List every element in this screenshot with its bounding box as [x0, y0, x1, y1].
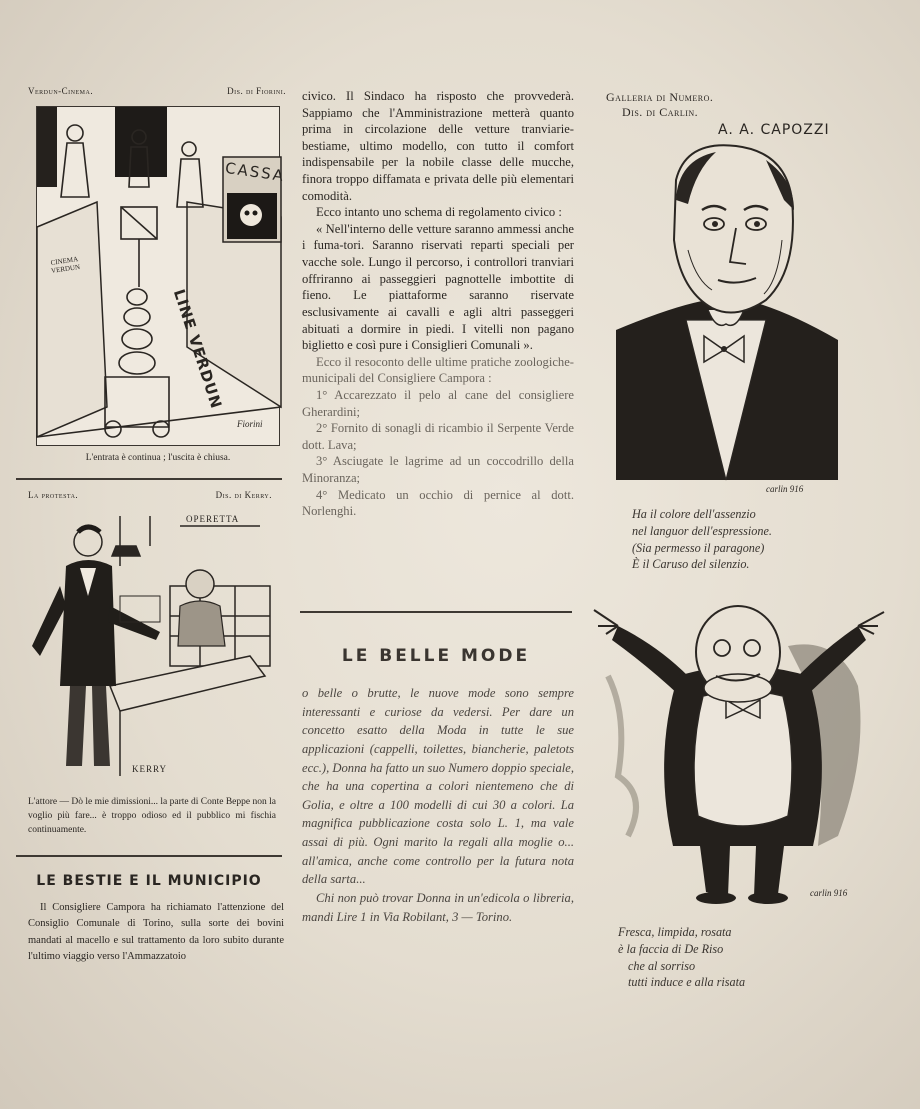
cinema-artist-signature: Fiorini: [237, 419, 263, 429]
capozzi-poem: [632, 506, 852, 573]
article-para-2: Ecco intanto uno schema di regolamento civico :: [316, 205, 562, 220]
gallery-credit: Dis. di Carlin.: [622, 105, 699, 119]
left-rule-1: [16, 478, 282, 480]
de-riso-poem-line-4: tutti induce e alla risata: [628, 975, 746, 990]
capozzi-signature: carlin 916: [766, 484, 804, 494]
capozzi-poem-line-4: È il Caruso del silenzio.: [632, 557, 750, 572]
article-para-4: Ecco il resoconto delle ultime pratiche zoologiche-municipali del Consigliere Campora :: [302, 354, 574, 386]
middle-article: [302, 88, 574, 520]
article-item-3: 3° Asciugate le lagrime ad un coccodrillo della Minoranza;: [302, 454, 574, 486]
belle-mode-para-1: o belle o brutte, le nuove mode sono sempre interessanti e curiose da vedersi. Per dare un concetto esatto della Moda in tutte le sue applicazioni (cappelli, toilettes, biancherie, paletots ecc.), Donna ha fatto un suo Numero doppio speciale, che ha una copertina a colori nientemeno che di Golia, e oltre a 100 modelli di cui 30 a colori. La magnifica pubblicazione costa solo L. 1, ma vale assai di più. Ogni marito la regali alla moglie o... all'amica, anche come controllo per la futura nota della sarta...: [302, 686, 575, 887]
protesta-drawing: [20, 506, 282, 790]
article-para-1: civico. Il Sindaco ha risposto che provvederà. Sappiamo che l'Amministrazione metterà quanto prima in circolazione delle vetture tranviarie-bestiame, ultimo modello, con tutto il comfort indispensabile per la nobile classe delle mucche, finora troppo diffamata e privata delle più elementari comodità.: [302, 89, 574, 203]
cinema-drawing: [37, 107, 281, 447]
middle-rule: [300, 611, 572, 613]
caricature-name: A. A. CAPOZZI: [718, 122, 830, 138]
cinema-header: [28, 86, 286, 96]
capozzi-poem-line-3: (Sia permesso il paragone): [632, 540, 765, 555]
de-riso-poem-line-2: è la faccia di De Riso: [618, 941, 724, 956]
cinema-caption: L'entrata è continua ; l'uscita è chiusa.: [85, 453, 231, 463]
protesta-title: La protesta.: [28, 490, 79, 500]
protesta-credit: Dis. di Kerry.: [215, 490, 272, 500]
protesta-header: [28, 490, 272, 500]
left-rule-2: [16, 855, 282, 857]
belle-mode-para-2: Chi non può trovar Donna in un'edicola o libreria, mandi Lire 1 in Via Robilant, 3 — Torino.: [302, 890, 574, 924]
de-riso-poem-line-1: Fresca, limpida, rosata: [618, 925, 732, 939]
capozzi-drawing: [616, 140, 838, 500]
article-para-3: « Nell'interno delle vetture saranno ammessi anche i fuma-tori. Saranno riservati reparti speciali per vacche sole. Lungo il percorso, i controllori tranviari offriranno ai passeggieri pagnottelle imbottite di fieno. Le piattaforme saranno riservate esclusivamente ai cavalli e agli altri passeggeri abituati a dormire in piedi. I vitelli non pagano biglietto e così pure i Consiglieri Comunali ».: [302, 221, 574, 353]
capozzi-poem-line-2: nel languor dell'espressione.: [632, 523, 772, 538]
article-item-2: 2° Fornito di sonagli di ricambio il Serpente Verde dott. Lava;: [302, 421, 574, 452]
gallery-title: Galleria di Numero.: [606, 90, 714, 104]
verdun-sign: LINE VERDUN: [169, 287, 226, 412]
protesta-artist-signature: KERRY: [132, 764, 168, 774]
belle-mode-article: [302, 684, 574, 926]
capozzi-poem-line-1: Ha il colore dell'assenzio: [632, 507, 756, 521]
protesta-illustration: [20, 506, 282, 790]
de-riso-signature: carlin 916: [810, 888, 848, 898]
operetta-sign: OPERETTA: [186, 514, 240, 524]
belle-mode-headline: LE BELLE MODE: [341, 646, 531, 666]
cassa-sign: CASSA: [224, 158, 287, 186]
de-riso-poem-line-3: che al sorriso: [628, 958, 696, 973]
protesta-caption: L'attore — Dò le mie dimissioni... la parte di Conte Beppe non la voglio più fare... è troppo odioso ed il pubblico mi fischia continuamente.: [28, 797, 276, 835]
left-sign: CINEMA VERDUN: [50, 255, 81, 276]
cinema-title: Verdun-Cinema.: [28, 86, 94, 96]
cinema-illustration: [36, 106, 287, 446]
capozzi-portrait: [616, 140, 838, 500]
gallery-label: [606, 90, 826, 120]
de-riso-drawing: [588, 596, 908, 916]
bestie-body: Il Consigliere Campora ha richiamato l'attenzione del Consiglio Comunale di Torino, sulla sorte dei bovini mandati al macello e sul trattamento da loro subito durante l'ultimo viaggio verso l'Ammazzatoio: [28, 902, 284, 962]
article-item-4: 4° Medicato un occhio di pernice al dott. Norlenghi.: [302, 487, 574, 519]
de-riso-poem: [618, 924, 838, 991]
left-column: [28, 86, 286, 96]
article-item-1: 1° Accarezzato il pelo al cane del consigliere Gherardini;: [302, 387, 574, 419]
de-riso-caricature: [588, 596, 908, 916]
bestie-headline: LE BESTIE E IL MUNICIPIO: [36, 873, 262, 889]
cinema-credit: Dis. di Fiorini.: [227, 86, 286, 96]
